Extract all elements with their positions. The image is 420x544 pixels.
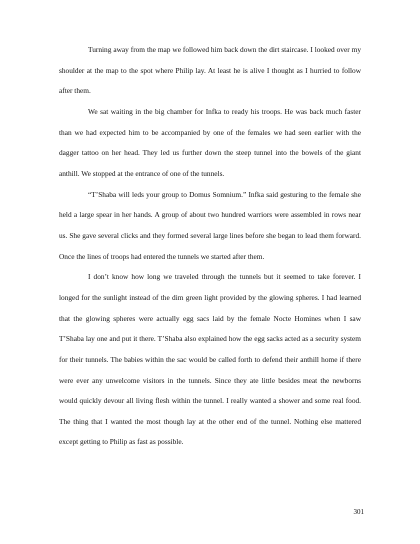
- body-text: [59, 40, 361, 453]
- paragraph-1: Turning away from the map we followed him back down the dirt staircase. I looked over my shoulder at the map to the spot where Philip lay. At least he is alive I thought as I hurried to follow after them.: [59, 45, 361, 96]
- paragraph-4: I don’t know how long we traveled through the tunnels but it seemed to take forever. I longed for the sunlight instead of the dim green light provided by the glowing spheres. I had learned that the glowing spheres were actually egg sacs laid by the female Nocte Homines when I saw T’Shaba lay one and put it there. T’Shaba also explained how the egg sacks acted as a security system for their tunnels. The babies within the sac would be called forth to defend their anthill home if there were ever any unwelcome visitors in the tunnels. Since they ate little besides meat the newborns would quickly devour all living flesh within the tunnel. I really wanted a shower and some real food. The thing that I wanted the most though lay at the other end of the tunnel. Nothing else mattered except getting to Philip as fast as possible.: [59, 272, 361, 447]
- paragraph-2: We sat waiting in the big chamber for Infka to ready his troops. He was back much faster than we had expected him to be accompanied by one of the females we had seen earlier with the dagger tattoo on her head. They led us further down the steep tunnel into the bowels of the giant anthill. We stopped at the entrance of one of the tunnels.: [59, 106, 361, 178]
- page-number: 301: [353, 508, 364, 516]
- paragraph-3: “T’Shaba will leds your group to Domus Somnium.” Infka said gesturing to the female she held a large spear in her hands. A group of about two hundred warriors were assembled in rows near us. She gave several clicks and they formed several large lines before she began to lead them forward. Once the lines of troops had entered the tunnels we started after them.: [59, 189, 361, 261]
